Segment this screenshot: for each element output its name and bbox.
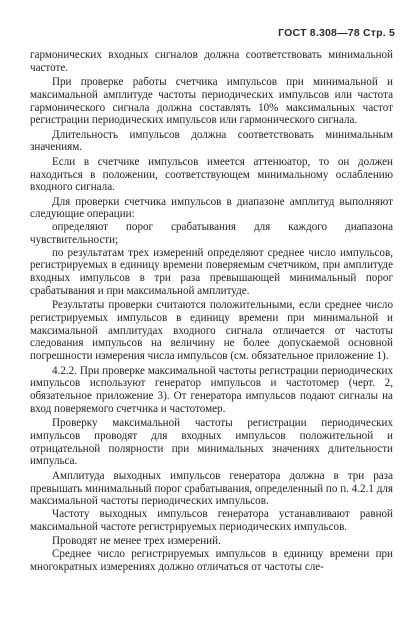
paragraph: по результатам трех измерений определяют среднее число импульсов, регистрируемых в единицу времени поверяемым счетчиком, при амплитуде входных импульсов в три раза превышающей минимальный порог срабатывания и при максимальной амплитуде. [30,246,393,297]
paragraph: определяют порог срабатывания для каждого диапазона чувствительности; [30,221,393,246]
paragraph: Длительность импульсов должна соответствовать минимальным значениям. [30,128,393,154]
paragraph: Проводят не менее трех измерений. [52,535,221,548]
paragraph: Амплитуда выходных импульсов генератора должна в три раза превышать минимальный порог срабатывания, определенный по п. 4.2.1 для максимальной частоты периодических импульсов. [30,469,393,508]
paragraph: Проверку максимальной частоты регистрации периодических импульсов проводят для входных импульсов положительной и отрицательной полярности при минимальных значениях длительности импульса. [30,417,393,468]
page-header: ГОСТ 8.308—78 Стр. 5 [278,27,395,39]
paragraph: Среднее число регистрируемых импульсов в единицу времени при многократных измерениях должно отличаться от частоты сле- [30,547,393,573]
document-body [30,49,393,573]
paragraph: При проверке работы счетчика импульсов при минимальной и максимальной амплитуде частоты периодических импульсов или частота гармонического сигнала должна составлять 10% максимальных частот регистрации периодических импульсов или гармонического сигнала. [30,76,393,127]
paragraph: Частоту выходных импульсов генератора устанавливают равной максимальной частоте регистрируемых периодических импульсов. [30,508,393,533]
paragraph: Результаты проверки считаются положительными, если среднее число регистрируемых импульсов в единицу времени при минимальной и максимальной амплитудах входного сигнала отличается от частоты следования импульсов на величину не более допускаемой основной погрешности измерения числа импульсов (см. обязательное приложение 1). [30,299,393,363]
paragraph: Если в счетчике импульсов имеется аттенюатор, то он должен находиться в положении, соответствующем минимальному ослаблению входного сигнала. [30,155,393,194]
paragraph: гармонических входных сигналов должна соответствовать минимальной частоте. [30,49,393,74]
paragraph: 4.2.2. При проверке максимальной частоты регистрации периодических импульсов используют генератор импульсов и частотомер (черт. 2, обязательное приложение 3). От генератора импульсов подают сигналы на вход поверяемого счетчика и частотомер. [30,364,393,415]
paragraph: Для проверки счетчика импульсов в диапазоне амплитуд выполняют следующие операции: [30,195,393,221]
